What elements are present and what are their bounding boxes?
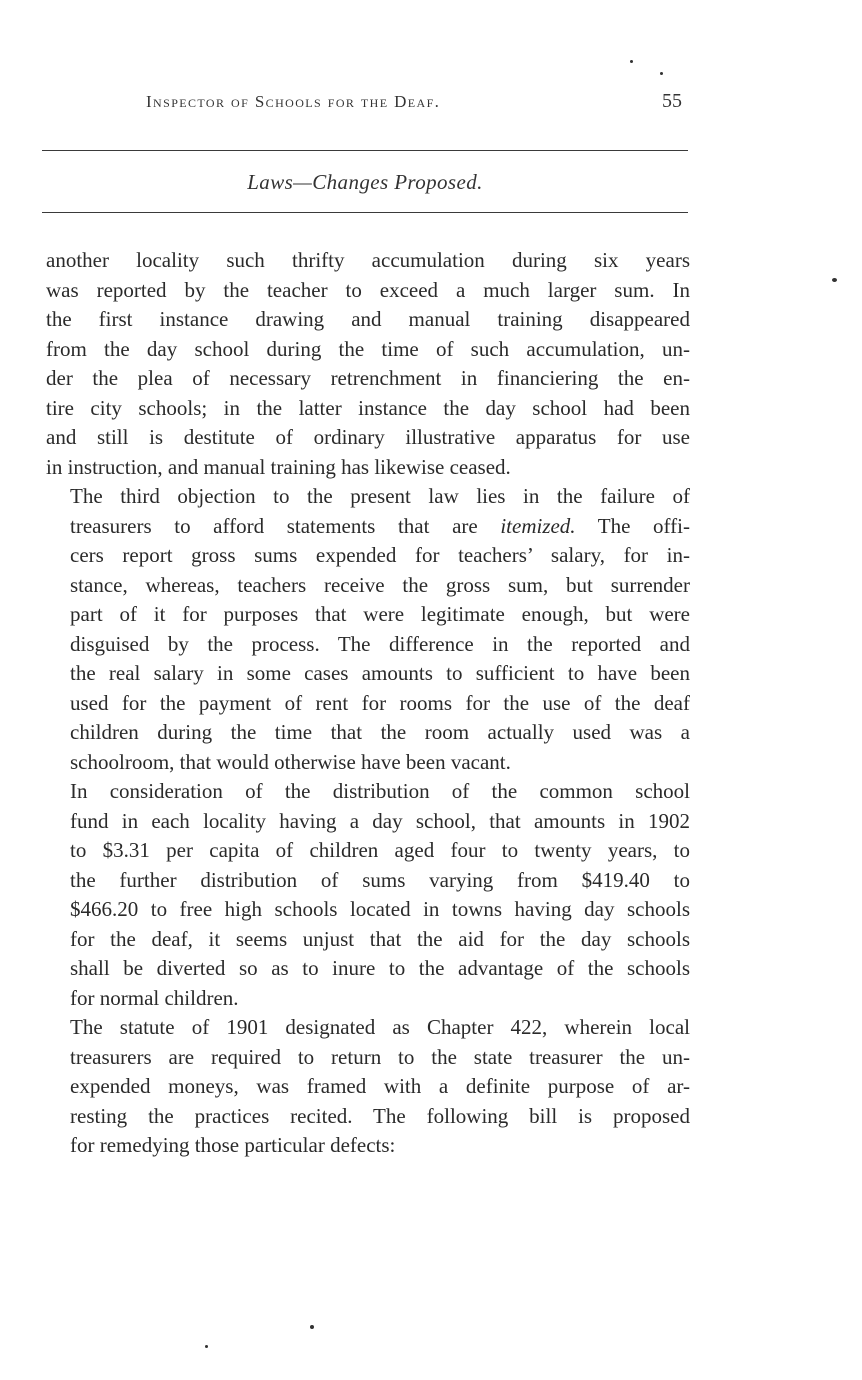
text-line: from the day school during the time of such accumulation, un- [46,336,690,361]
text-segment: treasurers to afford statements that are [70,513,501,538]
italic-word: itemized. [500,513,576,538]
text-line: the real salary in some cases amounts to sufficient to have been [70,661,690,685]
text-line: tire city schools; in the latter instance the day school had been [46,395,690,420]
scan-speck [310,1325,314,1329]
paragraph-2 [46,482,690,777]
header-rule-top [42,150,688,151]
text-line: The statute of 1901 designated as Chapter 422, wherein local [70,1015,690,1039]
text-line: in instruction, and manual training has likewise ceased. [46,454,511,479]
text-line: the further distribution of sums varying from $419.40 to [70,867,690,892]
running-title: Inspector of Schools for the Deaf. [146,92,441,111]
paragraph-3 [46,777,690,1013]
scan-speck [832,278,837,282]
text-line: and still is destitute of ordinary illustrative apparatus for use [46,425,690,449]
text-line: part of it for purposes that were legitimate enough, but were [70,602,690,626]
text-line: stance, whereas, teachers receive the gross sum, but surrender [70,572,690,597]
scan-speck [630,60,633,63]
body-text [46,246,690,1161]
text-line: The third objection to the present law lies in the failure of [70,484,690,508]
text-line: disguised by the process. The difference in the reported and [70,631,690,656]
header-rule-bottom [42,212,688,213]
text-line: was reported by the teacher to exceed a much larger sum. In [46,277,690,302]
text-line: children during the time that the room actually used was a [70,720,690,744]
page-number: 55 [662,90,682,112]
text-line: der the plea of necessary retrenchment in financiering the en- [46,366,690,390]
paragraph-1 [46,246,690,482]
section-title: Laws—Changes Proposed. [247,170,483,194]
text-line: resting the practices recited. The following bill is proposed [70,1103,690,1128]
text-line: to $3.31 per capita of children aged four to twenty years, to [70,838,690,862]
text-line: used for the payment of rent for rooms for the use of the deaf [70,690,690,715]
text-line: another locality such thrifty accumulation during six years [46,248,690,272]
text-line: In consideration of the distribution of the common school [70,779,690,803]
scan-speck [205,1345,208,1348]
text-line: shall be diverted so as to inure to the advantage of the schools [70,956,690,980]
text-line: for the deaf, it seems unjust that the aid for the day schools [70,926,690,951]
text-line: for normal children. [70,985,239,1010]
text-line: fund in each locality having a day school, that amounts in 1902 [70,808,690,833]
text-line: expended moneys, was framed with a definite purpose of ar- [70,1074,690,1098]
text-line: schoolroom, that would otherwise have been vacant. [70,749,511,774]
text-line: for remedying those particular defects: [70,1133,396,1157]
text-line: $466.20 to free high schools located in towns having day schools [70,897,690,921]
text-line: cers report gross sums expended for teachers’ salary, for in- [70,543,690,567]
text-line: treasurers are required to return to the state treasurer the un- [70,1044,690,1069]
text-line: the first instance drawing and manual training disappeared [46,307,690,331]
paragraph-4 [46,1013,690,1161]
text-line-with-italic [46,512,690,542]
text-segment: The offi- [575,513,690,538]
scan-speck [660,72,663,75]
